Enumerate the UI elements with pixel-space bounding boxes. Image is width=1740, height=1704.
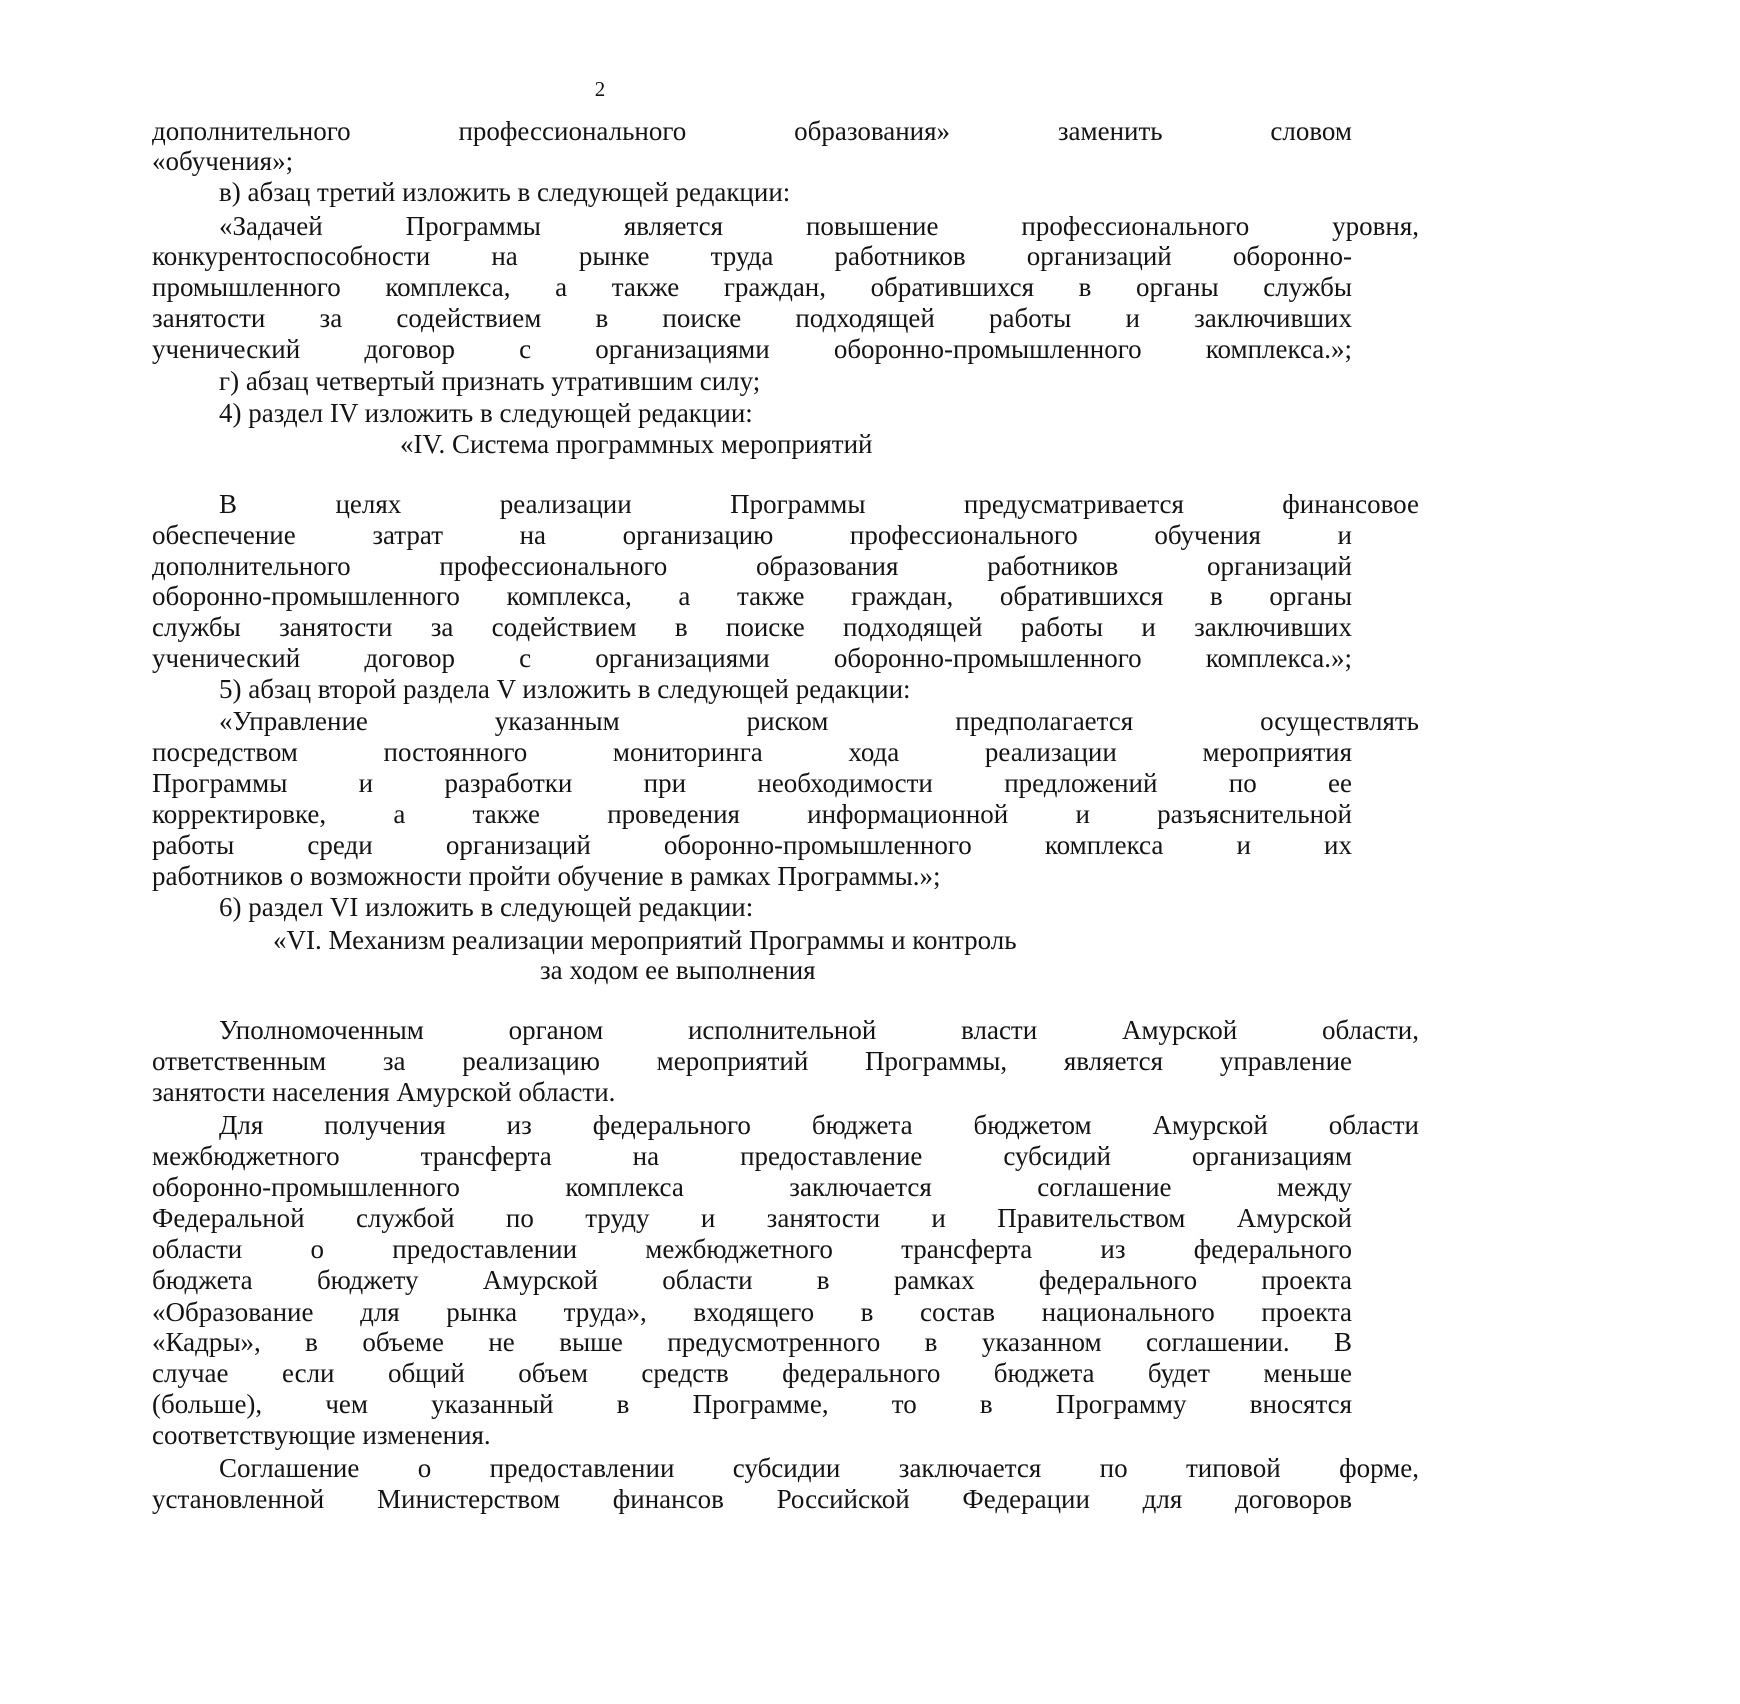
page-number: 2: [594, 77, 606, 101]
text-line: 6) раздел VI изложить в следующей редакции:: [219, 892, 754, 922]
text-line: дополнительного профессионального образования работников организаций: [152, 551, 1352, 581]
text-line: области о предоставлении межбюджетного трансферта из федерального: [152, 1234, 1352, 1264]
text-line: случае если общий объем средств федерального бюджета будет меньше: [152, 1358, 1352, 1388]
text-line: соответствующие изменения.: [152, 1420, 491, 1450]
text-line: конкурентоспособности на рынке труда работников организаций оборонно-: [152, 241, 1352, 271]
text-line: 4) раздел IV изложить в следующей редакции:: [219, 398, 753, 428]
text-line: установленной Министерством финансов Российской Федерации для договоров: [152, 1484, 1352, 1514]
section-heading: за ходом ее выполнения: [540, 955, 816, 985]
text-line: ученический договор с организациями оборонно-промышленного комплекса.»;: [152, 643, 1352, 673]
text-line: «Кадры», в объеме не выше предусмотренного в указанном соглашении. В: [152, 1327, 1352, 1357]
text-line: ответственным за реализацию мероприятий Программы, является управление: [152, 1046, 1352, 1076]
section-heading: «IV. Система программных мероприятий: [400, 429, 873, 459]
text-line: дополнительного профессионального образования» заменить словом: [152, 116, 1352, 146]
text-line: обеспечение затрат на организацию профессионального обучения и: [152, 520, 1352, 550]
text-line: занятости за содействием в поиске подходящей работы и заключивших: [152, 303, 1352, 333]
text-line: «Управление указанным риском предполагается осуществлять: [219, 706, 1419, 736]
text-line: бюджета бюджету Амурской области в рамках федерального проекта: [152, 1265, 1352, 1295]
text-line: Для получения из федерального бюджета бюджетом Амурской области: [219, 1110, 1419, 1140]
text-line: службы занятости за содействием в поиске подходящей работы и заключивших: [152, 612, 1352, 642]
text-line: ученический договор с организациями оборонно-промышленного комплекса.»;: [152, 334, 1352, 364]
text-line: оборонно-промышленного комплекса, а также граждан, обратившихся в органы: [152, 581, 1352, 611]
text-line: 5) абзац второй раздела V изложить в следующей редакции:: [219, 674, 911, 704]
text-line: в) абзац третий изложить в следующей редакции:: [219, 177, 791, 207]
text-line: г) абзац четвертый признать утратившим силу;: [219, 366, 761, 396]
text-line: Программы и разработки при необходимости предложений по ее: [152, 768, 1352, 798]
text-line: работы среди организаций оборонно-промышленного комплекса и их: [152, 830, 1352, 860]
text-line: оборонно-промышленного комплекса заключается соглашение между: [152, 1172, 1352, 1202]
text-line: промышленного комплекса, а также граждан, обратившихся в органы службы: [152, 272, 1352, 302]
text-line: занятости населения Амурской области.: [152, 1077, 616, 1107]
text-line: «обучения»;: [152, 146, 294, 176]
text-line: посредством постоянного мониторинга хода реализации мероприятия: [152, 737, 1352, 767]
text-line: В целях реализации Программы предусматривается финансовое: [219, 489, 1419, 519]
text-line: Федеральной службой по труду и занятости и Правительством Амурской: [152, 1203, 1352, 1233]
section-heading: «VI. Механизм реализации мероприятий Программы и контроль: [273, 925, 1017, 955]
text-line: работников о возможности пройти обучение в рамках Программы.»;: [152, 861, 941, 891]
text-line: корректировке, а также проведения информационной и разъяснительной: [152, 799, 1352, 829]
text-line: Соглашение о предоставлении субсидии заключается по типовой форме,: [219, 1453, 1419, 1483]
text-line: «Задачей Программы является повышение профессионального уровня,: [219, 211, 1419, 241]
text-line: Уполномоченным органом исполнительной власти Амурской области,: [219, 1015, 1419, 1045]
text-line: межбюджетного трансферта на предоставление субсидий организациям: [152, 1141, 1352, 1171]
text-line: «Образование для рынка труда», входящего в состав национального проекта: [152, 1297, 1352, 1327]
text-line: (больше), чем указанный в Программе, то в Программу вносятся: [152, 1389, 1352, 1419]
